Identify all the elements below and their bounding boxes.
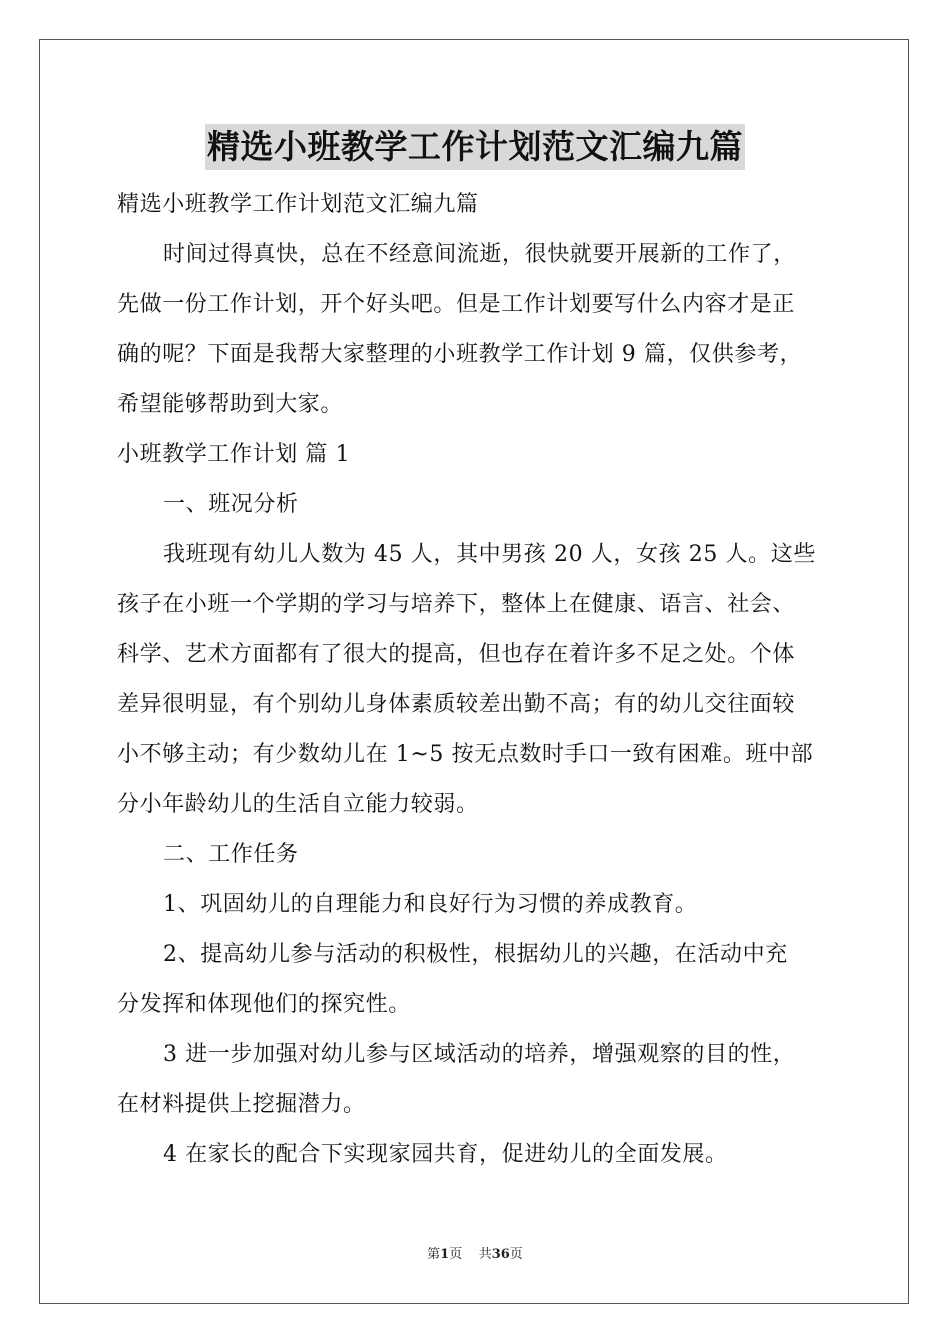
text-line: 希望能够帮助到大家。	[117, 392, 344, 417]
page-footer	[0, 1245, 950, 1265]
page-number: 1	[440, 1247, 450, 1262]
document-title: 精选小班教学工作计划范文汇编九篇	[205, 124, 745, 170]
text-line: 小不够主动；有少数幼儿在 1~5 按无点数时手口一致有困难。班中部	[117, 742, 814, 767]
text-line: 分发挥和体现他们的探究性。	[117, 992, 411, 1017]
document-body	[117, 180, 835, 1180]
text-line: 时间过得真快，总在不经意间流逝，很快就要开展新的工作了，	[163, 242, 796, 267]
text-line: 先做一份工作计划，开个好头吧。但是工作计划要写什么内容才是正	[117, 292, 796, 317]
text-line: 2、提高幼儿参与活动的积极性，根据幼儿的兴趣，在活动中充	[163, 942, 788, 967]
text-line: 精选小班教学工作计划范文汇编九篇	[117, 192, 479, 217]
text-line: 在材料提供上挖掘潜力。	[117, 1092, 366, 1117]
text-line: 小班教学工作计划 篇 1	[117, 442, 351, 467]
text-line: 3 进一步加强对幼儿参与区域活动的培养，增强观察的目的性，	[163, 1042, 796, 1067]
page-prefix: 第	[427, 1247, 441, 1262]
total-suffix: 页	[509, 1247, 523, 1262]
text-line: 我班现有幼儿人数为 45 人，其中男孩 20 人，女孩 25 人。这些	[163, 542, 816, 567]
text-line: 二、工作任务	[163, 842, 299, 867]
text-line: 孩子在小班一个学期的学习与培养下，整体上在健康、语言、社会、	[117, 592, 796, 617]
title-container	[0, 124, 950, 170]
page-suffix: 页	[449, 1247, 463, 1262]
text-line: 分小年龄幼儿的生活自立能力较弱。	[117, 792, 479, 817]
text-line: 4 在家长的配合下实现家园共育，促进幼儿的全面发展。	[163, 1142, 728, 1167]
total-prefix: 共	[478, 1247, 492, 1262]
text-line: 1、巩固幼儿的自理能力和良好行为习惯的养成教育。	[163, 892, 698, 917]
text-line: 差异很明显，有个别幼儿身体素质较差出勤不高；有的幼儿交往面较	[117, 692, 796, 717]
text-line: 确的呢？下面是我帮大家整理的小班教学工作计划 9 篇，仅供参考，	[117, 342, 803, 367]
text-line: 一、班况分析	[163, 492, 299, 517]
text-line: 科学、艺术方面都有了很大的提高，但也存在着许多不足之处。个体	[117, 642, 796, 667]
total-pages: 36	[491, 1247, 510, 1262]
